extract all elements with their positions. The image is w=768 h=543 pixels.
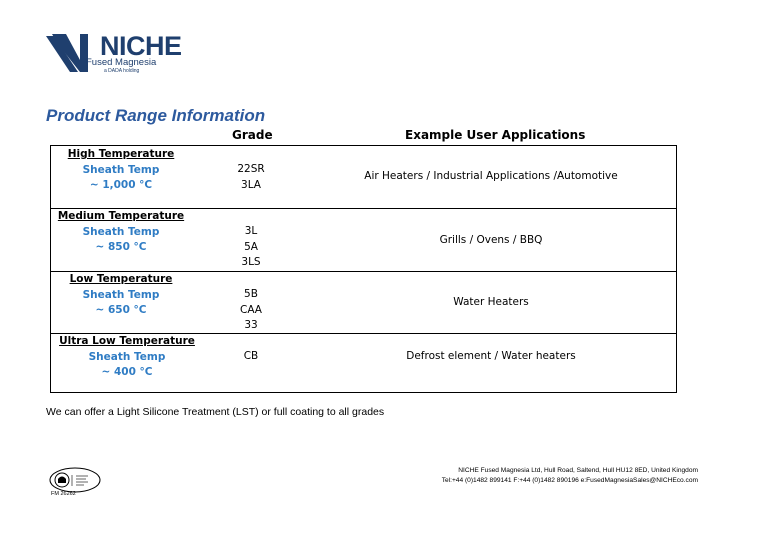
cert-number: FM 26262 [51, 491, 76, 497]
table-row [51, 271, 676, 333]
grades-cell [221, 349, 281, 365]
sheath-label: Sheath Temp [82, 225, 160, 238]
logo-name: NICHE [100, 31, 182, 61]
applications-header: Example User Applications [405, 128, 586, 142]
temperature-cell [51, 209, 191, 256]
grade-value: 3LA [241, 178, 261, 191]
coating-note: We can offer a Light Silicone Treatment (LST) or full coating to all grades [46, 406, 385, 418]
grade-value: CB [243, 350, 259, 362]
product-table [50, 145, 677, 393]
sheath-temp-value: ~ 650 °C [95, 304, 147, 316]
logo-holding: a DADA holding [104, 68, 140, 74]
certification-badge-icon [48, 466, 102, 494]
grade-value: 5B [244, 288, 258, 300]
grade-value: 22SR [237, 163, 265, 175]
logo-subtitle: Fused Magnesia [86, 57, 157, 68]
table-row [51, 208, 676, 271]
page-title: Product Range Information [46, 106, 266, 125]
temperature-cell [51, 272, 191, 319]
sheath-label: Sheath Temp [82, 288, 160, 301]
grades-cell [221, 287, 281, 334]
grade-value: 3L [244, 225, 258, 237]
table-row [51, 333, 676, 392]
grade-value: 3LS [241, 256, 261, 268]
footer-contact-line: Tel:+44 (0)1482 899141 F:+44 (0)1482 890196 e:FusedMagnesiaSales@NICHEco.com [441, 477, 698, 484]
grade-value: 33 [244, 319, 258, 331]
sheath-temp-value: ~ 850 °C [95, 241, 147, 253]
grade-value: CAA [240, 303, 262, 316]
application-cell: Grills / Ovens / BBQ [439, 234, 543, 246]
temperature-name: Medium Temperature [57, 210, 185, 222]
temperature-name: High Temperature [67, 148, 175, 160]
sheath-temp-value: ~ 400 °C [101, 366, 153, 378]
grades-cell [221, 162, 281, 193]
temperature-name: Ultra Low Temperature [59, 335, 195, 347]
temperature-cell [51, 147, 191, 194]
grade-value: 5A [244, 240, 258, 253]
application-cell: Water Heaters [453, 296, 529, 308]
temperature-name: Low Temperature [69, 273, 173, 285]
table-row [51, 146, 676, 208]
grades-cell [221, 224, 281, 271]
footer-address-line: NICHE Fused Magnesia Ltd, Hull Road, Saltend, Hull HU12 8ED, United Kingdom [458, 467, 698, 474]
sheath-label: Sheath Temp [82, 163, 160, 176]
application-cell: Defrost element / Water heaters [406, 350, 576, 362]
application-cell: Air Heaters / Industrial Applications /Automotive [364, 170, 618, 182]
footer-address [442, 466, 698, 486]
grade-header: Grade [232, 128, 273, 142]
temperature-cell [57, 334, 197, 381]
sheath-temp-value: ~ 1,000 °C [89, 179, 153, 191]
sheath-label: Sheath Temp [88, 350, 166, 363]
